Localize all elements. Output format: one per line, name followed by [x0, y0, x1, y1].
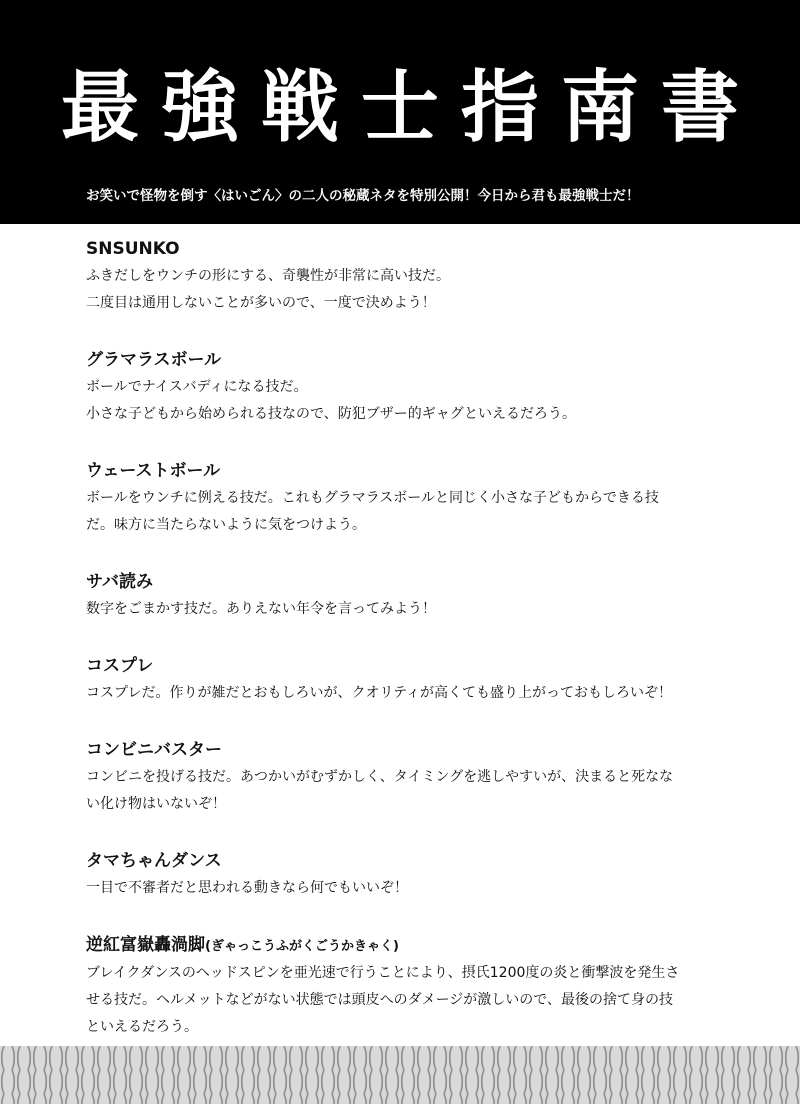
- technique-title: [86, 236, 726, 263]
- technique-entry: [86, 653, 726, 707]
- technique-description-line: ボールでナイスバディになる技だ。: [86, 379, 308, 395]
- technique-entry: [86, 347, 726, 428]
- technique-entry: [86, 236, 726, 317]
- technique-entry: [86, 848, 726, 902]
- technique-title: [86, 653, 726, 680]
- technique-description-line: 二度目は通用しないことが多いので、一度で決めよう！: [86, 295, 436, 311]
- technique-title: [86, 848, 726, 875]
- page-title: 最強戦士指南書: [60, 63, 761, 153]
- technique-description-line: といえるだろう。: [86, 1019, 198, 1035]
- technique-title: [86, 347, 726, 374]
- technique-description-line: ボールをウンチに例える技だ。これもグラマラスボールと同じく小さな子どもからできる技: [86, 490, 659, 506]
- technique-name: ウェーストボール: [86, 461, 221, 481]
- technique-entry: [86, 569, 726, 623]
- technique-name: SNSUNKO: [86, 239, 180, 259]
- technique-list: [86, 236, 726, 1071]
- technique-description-line: コスプレだ。作りが雑だとおもしろいが、クオリティが高くても盛り上がっておもしろいぞ！: [86, 685, 673, 701]
- technique-description-line: だ。味方に当たらないように気をつけよう。: [86, 517, 366, 533]
- technique-name: コスプレ: [86, 656, 154, 676]
- footer-wave-pattern: [0, 1046, 800, 1104]
- technique-title: [86, 569, 726, 596]
- technique-name: グラマラスボール: [86, 350, 222, 370]
- technique-name: 逆紅富嶽轟渦脚: [86, 935, 205, 955]
- technique-entry: [86, 737, 726, 818]
- technique-description-line: コンビニを投げる技だ。あつかいがむずかしく、タイミングを逃しやすいが、決まると死なな: [86, 769, 674, 785]
- technique-description-line: 小さな子どもから始められる技なので、防犯ブザー的ギャグといえるだろう。: [86, 406, 576, 422]
- technique-name: タマちゃんダンス: [86, 851, 222, 871]
- technique-description-line: い化け物はいないぞ！: [86, 796, 226, 812]
- technique-reading: (ぎゃっこうふがくごうかきゃく): [205, 939, 399, 954]
- technique-description-line: ブレイクダンスのヘッドスピンを亜光速で行うことにより、摂氏1200度の炎と衝撃波を発生さ: [86, 965, 680, 981]
- technique-description-line: ふきだしをウンチの形にする、奇襲性が非常に高い技だ。: [86, 268, 450, 284]
- technique-description-line: せる技だ。ヘルメットなどがない状態では頭皮へのダメージが激しいので、最後の捨て身の技: [86, 992, 674, 1008]
- technique-description-line: 一目で不審者だと思われる動きなら何でもいいぞ！: [86, 880, 408, 896]
- wave-pattern-graphic: [0, 1046, 800, 1104]
- technique-description-line: 数字をごまかす技だ。ありえない年令を言ってみよう！: [86, 601, 436, 617]
- technique-title: [86, 932, 726, 960]
- technique-name: コンビニバスター: [86, 740, 222, 760]
- header-banner: [0, 0, 800, 224]
- technique-title: [86, 458, 726, 485]
- technique-entry: [86, 458, 726, 539]
- technique-title: [86, 737, 726, 764]
- technique-name: サバ読み: [86, 572, 153, 592]
- technique-entry: [86, 932, 726, 1041]
- page-subtitle: お笑いで怪物を倒す〈はいごん〉の二人の秘蔵ネタを特別公開！今日から君も最強戦士だ！: [86, 188, 640, 204]
